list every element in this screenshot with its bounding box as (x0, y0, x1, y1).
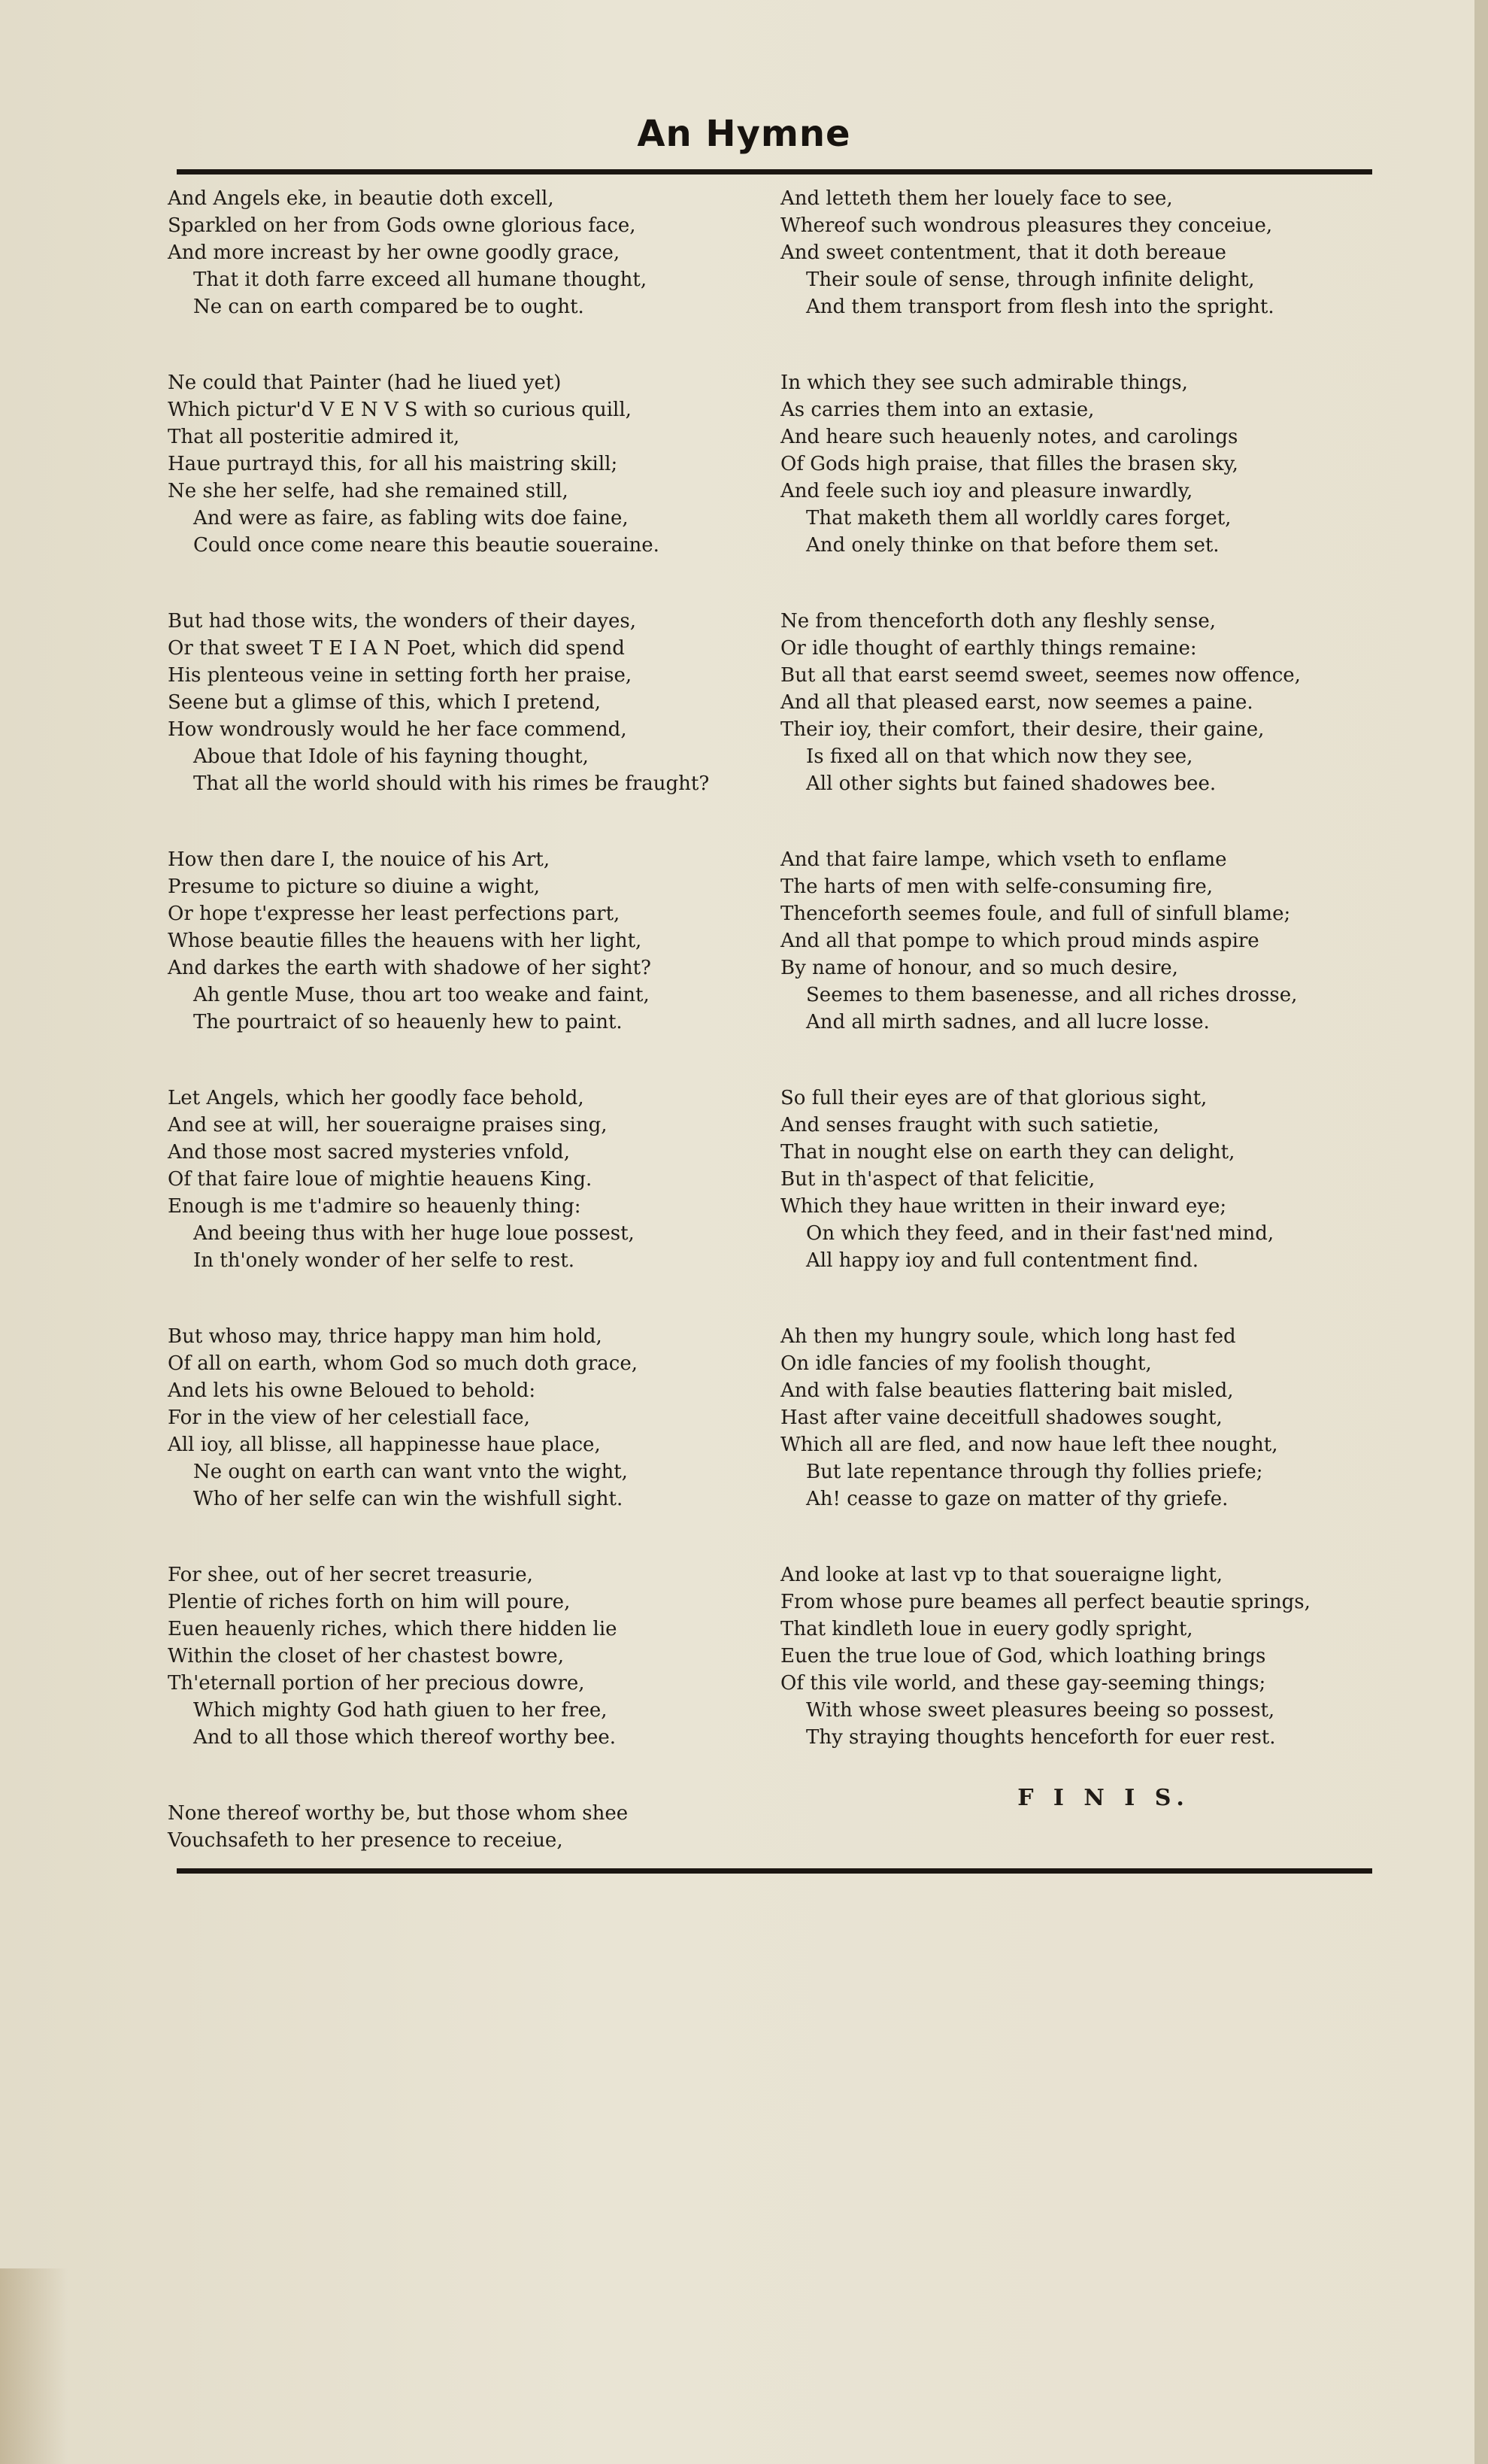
stanza (168, 1800, 784, 1854)
verse-line: Of all on earth, whom God so much doth grace, (168, 1352, 638, 1375)
verse-line: On idle fancies of my foolish thought, (780, 1352, 1152, 1375)
verse-line: How wondrously would he her face commend, (168, 718, 627, 741)
page-stain (0, 2268, 68, 2464)
verse-line: And onely thinke on that before them set. (806, 534, 1220, 557)
stanza (780, 1085, 1397, 1274)
verse-line: Ne she her selfe, had she remained still, (168, 480, 568, 502)
verse-line: In th'onely wonder of her selfe to rest. (193, 1249, 574, 1272)
verse-line: But in th'aspect of that felicitie, (780, 1168, 1096, 1191)
verse-line: Vouchsafeth to her presence to receiue, (168, 1829, 563, 1852)
verse-line: And with false beauties flattering bait misled, (780, 1379, 1234, 1402)
stanza (168, 185, 784, 320)
verse-line: And see at will, her soueraigne praises sing, (168, 1114, 608, 1136)
verse-line: That in nought else on earth they can delight, (780, 1141, 1235, 1164)
verse-line: Ne ought on earth can want vnto the wight, (193, 1461, 628, 1483)
page-edge (1474, 0, 1488, 2464)
verse-line: All ioy, all blisse, all happinesse haue place, (168, 1434, 601, 1456)
verse-line: For in the view of her celestiall face, (168, 1406, 530, 1429)
verse-line: His plenteous veine in setting forth her praise, (168, 664, 632, 687)
verse-line: But whoso may, thrice happy man him hold, (168, 1325, 602, 1348)
verse-line: And all that pleased earst, now seemes a paine. (780, 691, 1253, 714)
verse-line: That kindleth loue in euery godly spright, (780, 1618, 1193, 1640)
verse-line: But late repentance through thy follies priefe; (806, 1461, 1263, 1483)
verse-line: Hast after vaine deceitfull shadowes sought, (780, 1406, 1223, 1429)
verse-line: Ah! ceasse to gaze on matter of thy griefe. (806, 1488, 1229, 1510)
verse-line: That all posteritie admired it, (168, 426, 460, 448)
verse-line: Within the closet of her chastest bowre, (168, 1645, 564, 1667)
stanza (780, 608, 1397, 797)
verse-line: And darkes the earth with shadowe of her sight? (168, 957, 651, 979)
left-column (168, 185, 784, 1903)
verse-line: And all mirth sadnes, and all lucre losse. (806, 1011, 1210, 1033)
verse-line: Aboue that Idole of his fayning thought, (193, 745, 589, 768)
verse-line: And Angels eke, in beautie doth excell, (168, 187, 554, 210)
verse-line: Ah gentle Muse, thou art too weake and faint, (193, 984, 650, 1006)
verse-line: Which pictur'd V E N V S with so curious quill, (168, 399, 632, 421)
verse-line: But all that earst seemd sweet, seemes now offence, (780, 664, 1301, 687)
verse-line: Thy straying thoughts henceforth for euer rest. (806, 1726, 1276, 1749)
verse-line: Th'eternall portion of her precious dowre, (168, 1672, 585, 1695)
right-column (780, 185, 1397, 1812)
stanza (780, 846, 1397, 1036)
verse-line: And letteth them her louely face to see, (780, 187, 1173, 210)
verse-line: The pourtraict of so heauenly hew to paint. (193, 1011, 623, 1033)
verse-line: That all the world should with his rimes be fraught? (193, 772, 710, 795)
verse-line: So full their eyes are of that glorious sight, (780, 1087, 1208, 1109)
verse-line: And sweet contentment, that it doth bereaue (780, 241, 1226, 264)
stanza (168, 846, 784, 1036)
page-title: An Hymne (637, 113, 851, 155)
verse-line: Presume to picture so diuine a wight, (168, 875, 540, 898)
stanza (168, 1561, 784, 1751)
verse-line: And senses fraught with such satietie, (780, 1114, 1159, 1136)
verse-line: Or that sweet T E I A N Poet, which did spend (168, 637, 625, 660)
verse-line: None thereof worthy be, but those whom shee (168, 1802, 629, 1825)
verse-line: And looke at last vp to that soueraigne light, (780, 1564, 1223, 1586)
verse-line: Seemes to them basenesse, and all riches drosse, (806, 984, 1298, 1006)
verse-line: Whose beautie filles the heauens with her light, (168, 930, 642, 952)
verse-line: And all that pompe to which proud minds aspire (780, 930, 1259, 952)
verse-line: All other sights but fained shadowes bee. (806, 772, 1217, 795)
verse-line: Of Gods high praise, that filles the brasen sky, (780, 453, 1238, 475)
verse-line: And those most sacred mysteries vnfold, (168, 1141, 570, 1164)
bottom-rule (177, 1868, 1372, 1874)
verse-line: And heare such heauenly notes, and carolings (780, 426, 1238, 448)
verse-line: The harts of men with selfe-consuming fire, (780, 875, 1214, 898)
finis-label: F I N I S. (1017, 1785, 1190, 1811)
verse-line: And to all those which thereof worthy bee. (193, 1726, 617, 1749)
verse-line: Plentie of riches forth on him will poure, (168, 1591, 571, 1613)
verse-line: Euen heauenly riches, which there hidden lie (168, 1618, 617, 1640)
verse-line: Ne from thenceforth doth any fleshly sense, (780, 610, 1216, 633)
verse-line: Which they haue written in their inward eye; (780, 1195, 1227, 1218)
stanza (168, 1323, 784, 1513)
verse-line: Whereof such wondrous pleasures they conceiue, (780, 214, 1273, 237)
verse-line: Thenceforth seemes foule, and full of sinfull blame; (780, 903, 1291, 925)
verse-line: But had those wits, the wonders of their dayes, (168, 610, 636, 633)
verse-line: Which mighty God hath giuen to her free, (193, 1699, 608, 1722)
verse-line: Their ioy, their comfort, their desire, their gaine, (780, 718, 1265, 741)
verse-line: And feele such ioy and pleasure inwardly, (780, 480, 1193, 502)
stanza (780, 1323, 1397, 1513)
stanza (780, 1561, 1397, 1751)
verse-line: That it doth farre exceed all humane thought, (193, 269, 647, 291)
stanza (168, 369, 784, 559)
verse-line: Ah then my hungry soule, which long hast fed (780, 1325, 1236, 1348)
verse-line: With whose sweet pleasures beeing so possest, (806, 1699, 1275, 1722)
verse-line: Of that faire loue of mightie heauens King. (168, 1168, 592, 1191)
verse-line: For shee, out of her secret treasurie, (168, 1564, 533, 1586)
verse-line: Haue purtrayd this, for all his maistring skill; (168, 453, 618, 475)
verse-line: Let Angels, which her goodly face behold, (168, 1087, 584, 1109)
verse-line: As carries them into an extasie, (780, 399, 1095, 421)
stanza (780, 369, 1397, 559)
verse-line: Is fixed all on that which now they see, (806, 745, 1193, 768)
verse-line: Enough is me t'admire so heauenly thing: (168, 1195, 581, 1218)
stanza (168, 1085, 784, 1274)
stanza (780, 185, 1397, 320)
verse-line: From whose pure beames all perfect beautie springs, (780, 1591, 1311, 1613)
verse-line: By name of honour, and so much desire, (780, 957, 1178, 979)
verse-line: Ne can on earth compared be to ought. (193, 296, 584, 318)
verse-line: Which all are fled, and now haue left thee nought, (780, 1434, 1278, 1456)
verse-line: That maketh them all worldly cares forget, (806, 507, 1232, 530)
verse-line: Sparkled on her from Gods owne glorious face, (168, 214, 636, 237)
verse-line: And lets his owne Beloued to behold: (168, 1379, 536, 1402)
verse-line: And that faire lampe, which vseth to enflame (780, 848, 1227, 871)
verse-line: Seene but a glimse of this, which I pretend, (168, 691, 602, 714)
verse-line: And were as faire, as fabling wits doe faine, (193, 507, 629, 530)
verse-line: How then dare I, the nouice of his Art, (168, 848, 550, 871)
verse-line: Of this vile world, and these gay-seeming things; (780, 1672, 1266, 1695)
verse-line: Ne could that Painter (had he liued yet) (168, 372, 562, 394)
verse-line: Who of her selfe can win the wishfull sight. (193, 1488, 623, 1510)
verse-line: Could once come neare this beautie soueraine. (193, 534, 659, 557)
verse-line: And them transport from flesh into the spright. (806, 296, 1274, 318)
verse-line: And beeing thus with her huge loue possest, (193, 1222, 635, 1245)
verse-line: On which they feed, and in their fast'ned mind, (806, 1222, 1274, 1245)
verse-line: And more increast by her owne goodly grace, (168, 241, 620, 264)
top-rule (177, 169, 1372, 174)
verse-line: All happy ioy and full contentment find. (806, 1249, 1199, 1272)
verse-line: Euen the true loue of God, which loathing brings (780, 1645, 1266, 1667)
verse-line: Or hope t'expresse her least perfections part, (168, 903, 620, 925)
verse-line: In which they see such admirable things, (780, 372, 1188, 394)
verse-line: Or idle thought of earthly things remaine: (780, 637, 1197, 660)
stanza (168, 608, 784, 797)
verse-line: Their soule of sense, through infinite delight, (806, 269, 1255, 291)
